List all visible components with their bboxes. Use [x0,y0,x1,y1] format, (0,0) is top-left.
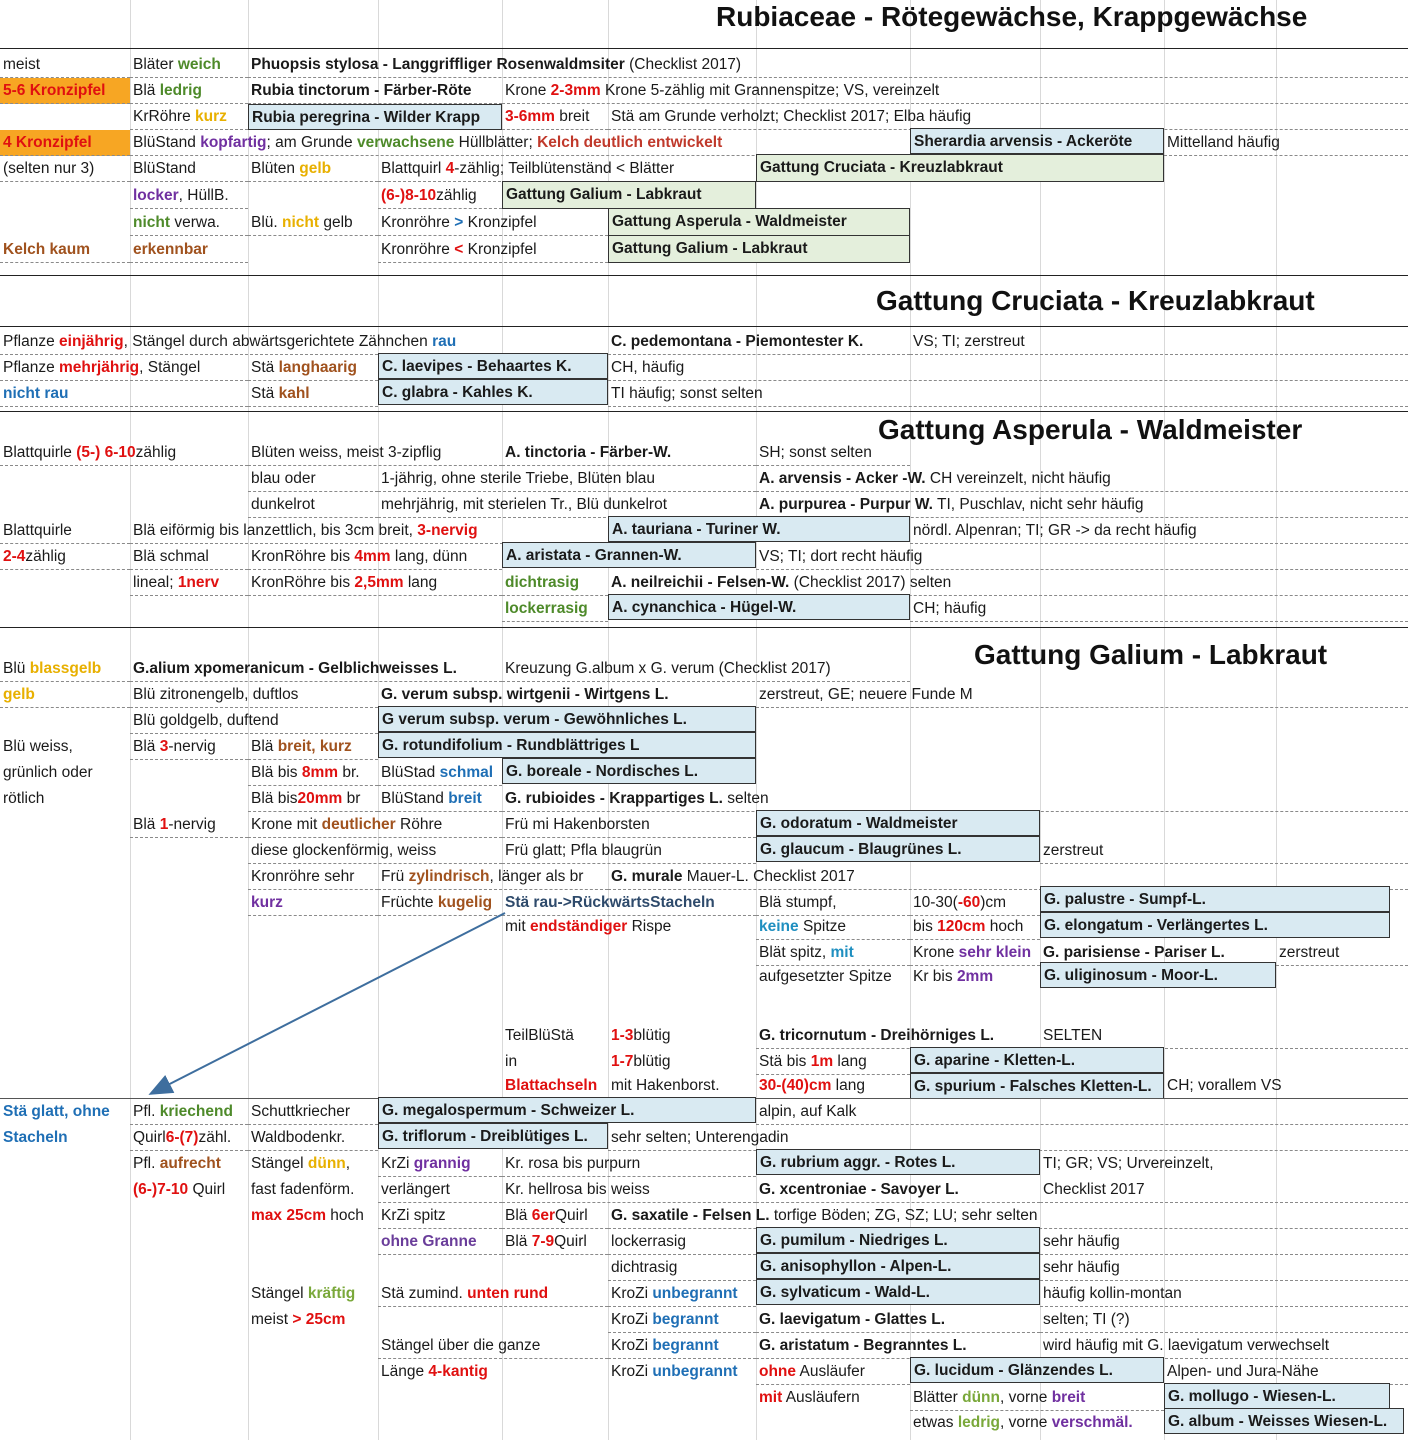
cell[interactable]: 1-jährig, ohne sterile Triebe, Blüten blau [378,466,756,492]
cell[interactable]: CH; vorallem VS [1167,1077,1282,1094]
cell[interactable]: 2-4zählig [0,544,130,570]
cell[interactable]: KronRöhre bis 2,5mm lang [248,570,502,596]
genus-box[interactable]: Gattung Galium - Labkraut [502,181,756,209]
cell[interactable]: Stä bis 1m lang [756,1049,910,1075]
species-box[interactable]: G. rubrium aggr. - Rotes L. [756,1149,1040,1175]
cell[interactable]: Blä bis 8mm br. [248,760,378,786]
cell[interactable]: nicht rau [0,381,248,407]
cell[interactable]: Blattquirle (5-) 6-10zählig [0,440,248,466]
cell[interactable]: Krone sehr klein [910,940,1040,966]
cell[interactable]: Blüten weiss, meist 3-zipflig [248,440,502,466]
cell[interactable]: G. laevigatum - Glattes L. [756,1307,1040,1333]
cell[interactable]: (6-)8-10zählig [378,183,502,209]
cell[interactable]: ohne Ausläufer [756,1359,910,1385]
species-box[interactable]: G. sylvaticum - Wald-L. [756,1279,1040,1305]
cell[interactable]: VS; TI; zerstreut [910,329,1408,355]
cell[interactable]: verlängert [378,1177,502,1203]
cell[interactable]: Blä 3-nervig [130,734,248,760]
cell[interactable]: Blü. nicht gelb [248,210,378,236]
cell[interactable]: Blü goldgelb, duftend [130,708,378,734]
cell[interactable]: BlüStand kopfartig; am Grunde verwachsene Hüllblätter; Kelch deutlich entwickelt [130,130,910,156]
species-box[interactable]: A. cynanchica - Hügel-W. [608,594,910,620]
cell[interactable]: Stängel kräftig [251,1285,356,1302]
cell[interactable]: rötlich [3,790,45,807]
cell[interactable]: Kr. hellrosa bis weiss [502,1177,756,1203]
cell-highlight[interactable]: 5-6 Kronzipfel [0,78,130,104]
species-box[interactable]: C. glabra - Kahles K. [378,379,608,405]
cell[interactable]: nicht verwa. [130,210,248,236]
cell[interactable]: Quirl6-(7)zähl. [130,1125,248,1151]
cell[interactable]: KroZi unbegrannt [611,1363,738,1380]
cell[interactable]: Checklist 2017 [1040,1177,1408,1203]
cell[interactable]: dichtrasig [502,570,608,596]
cell[interactable]: G. xcentroniae - Savoyer L. [756,1177,1040,1203]
cell[interactable]: nördl. Alpenran; TI; GR -> da recht häufig [910,518,1408,544]
cell[interactable]: lockerrasig [608,1229,756,1255]
cell[interactable]: aufgesetzter Spitze [759,968,892,985]
cell[interactable]: Länge 4-kantig [381,1363,488,1380]
cell[interactable]: Kreuzung G.album x G. verum (Checklist 2017) [502,656,910,682]
cell[interactable]: KroZi begrannt [608,1307,756,1333]
cell[interactable]: selten; TI (?) [1040,1307,1408,1333]
species-box[interactable]: A. tauriana - Turiner W. [608,516,910,542]
cell[interactable]: sehr selten; Unterengadin [608,1125,1408,1151]
cell[interactable]: mehrjährig, mit sterielen Tr., Blü dunkelrot [378,492,756,518]
cell[interactable]: Blä 6erQuirl [502,1203,608,1229]
cell[interactable]: Stängel dünn, [251,1155,351,1172]
cell[interactable]: bis 120cm hoch [910,914,1040,940]
species-box[interactable]: G. rotundifolium - Rundblättriges L [378,732,756,758]
cell[interactable]: Stä rau->RückwärtsStacheln [502,890,756,916]
cell[interactable]: Stängel über die ganze [378,1333,608,1359]
cell[interactable]: G.alium xpomeranicum - Gelblichweisses L. [130,656,502,682]
cell[interactable]: G. tricornutum - Dreihörniges L. [756,1023,1040,1049]
cell[interactable]: SH; sonst selten [756,440,910,466]
cell[interactable]: zerstreut [1040,838,1408,864]
cell[interactable]: alpin, auf Kalk [756,1099,1408,1125]
cell[interactable]: Krone mit deutlicher Röhre [248,812,502,838]
cell[interactable]: Blü zitronengelb, duftlos [130,682,378,708]
species-box[interactable]: G. boreale - Nordisches L. [502,758,756,784]
cell[interactable]: Waldbodenkr. [248,1125,378,1151]
cell[interactable]: Frü glatt; Pfla blaugrün [502,838,756,864]
species-box[interactable]: Rubia peregrina - Wilder Krapp [248,104,502,130]
cell[interactable]: zerstreut, GE; neuere Funde M [756,682,1408,708]
cell[interactable]: Blä breit, kurz [248,734,378,760]
cell-highlight[interactable]: 4 Kronzipfel [0,130,130,156]
cell[interactable]: CH; häufig [910,596,1408,622]
cell[interactable]: Phuopsis stylosa - Langgriffliger Rosenwaldmsiter (Checklist 2017) [248,52,1408,78]
cell[interactable]: Kr. rosa bis purpurn [502,1151,756,1177]
cell[interactable]: meist > 25cm [251,1311,346,1328]
cell[interactable]: 1-3blütig [611,1027,671,1044]
cell[interactable]: grünlich oder [3,764,93,781]
cell[interactable]: A. tinctoria - Färber-W. [502,440,756,466]
cell[interactable]: Pfl. aufrecht [133,1155,221,1172]
cell[interactable]: Kronröhre > Kronzipfel [378,210,608,236]
cell[interactable]: Blä ledrig [130,78,248,104]
cell[interactable]: mit Hakenborst. [611,1077,720,1094]
section-title-rubiaceae: Rubiaceae - Rötegewächse, Krappgewächse [716,1,1308,32]
cell[interactable]: 30-(40)cm lang [759,1077,865,1094]
cell[interactable]: G. rubioides - Krappartiges L. selten [502,786,1408,812]
genus-box[interactable]: Gattung Cruciata - Kreuzlabkraut [756,154,1164,182]
cell[interactable]: etwas ledrig, vorne verschmäl. [913,1414,1133,1431]
cell[interactable]: Blä stumpf, [756,890,910,916]
cell[interactable]: Stacheln [3,1129,68,1146]
cell[interactable]: locker, HüllB. [130,183,248,209]
cell[interactable]: wird häufig mit G. laevigatum verwechselt [1040,1333,1408,1359]
species-box[interactable]: G. pumilum - Niedriges L. [756,1227,1040,1253]
cell[interactable]: Blü blassgelb [0,656,130,682]
cell[interactable]: A. arvensis - Acker -W. CH vereinzelt, nicht häufig [756,466,1408,492]
species-box[interactable]: G. mollugo - Wiesen-L. [1164,1383,1390,1409]
cell[interactable]: Stä zumind. unten rund [378,1281,608,1307]
species-box[interactable]: Sherardia arvensis - Ackeröte [910,128,1164,154]
cell[interactable]: Pflanze mehrjährig, Stängel [0,355,248,381]
species-box[interactable]: G. album - Weisses Wiesen-L. [1164,1408,1404,1434]
cell[interactable]: G. verum subsp. wirtgenii - Wirtgens L. [378,682,756,708]
cell[interactable]: KrRöhre kurz [130,104,248,130]
cell[interactable]: diese glockenförmig, weiss [248,838,502,864]
species-box[interactable]: G. lucidum - Glänzendes L. [910,1357,1164,1383]
cell[interactable]: zerstreut [1276,940,1408,966]
cell[interactable]: Stä kahl [248,381,378,407]
section-title-galium: Gattung Galium - Labkraut [974,639,1328,670]
cell[interactable]: Pflanze einjährig, Stängel durch abwärtsgerichtete Zähnchen rau [0,329,608,355]
cell[interactable]: sehr häufig [1040,1255,1408,1281]
genus-box[interactable]: Gattung Galium - Labkraut [608,235,910,263]
cell[interactable]: Blä schmal [130,544,248,570]
species-box[interactable]: G verum subsp. verum - Gewöhnliches L. [378,706,756,732]
genus-box[interactable]: Gattung Asperula - Waldmeister [608,208,910,236]
cell[interactable]: BlüStand breit [378,786,502,812]
cell[interactable]: Kr bis 2mm [913,968,994,985]
cell[interactable]: meist [0,52,130,78]
species-box[interactable]: A. aristata - Grannen-W. [502,542,756,568]
cell[interactable]: G. murale Mauer-L. Checklist 2017 [608,864,1408,890]
cell[interactable]: Stä am Grunde verholzt; Checklist 2017; Elba häufig [608,104,1408,130]
cell[interactable]: Kronröhre sehr [248,864,378,890]
species-box[interactable]: G. elongatum - Verlängertes L. [1040,912,1390,938]
cell[interactable]: G. saxatile - Felsen L. torfige Böden; ZG, SZ; LU; sehr selten [608,1203,1408,1229]
cell[interactable]: keine Spitze [756,914,910,940]
cell[interactable]: A. neilreichii - Felsen-W. (Checklist 2017) selten [608,570,1408,596]
cell[interactable]: Blü weiss, [3,738,73,755]
cell[interactable]: BlüStand [130,156,248,182]
cell[interactable]: Blattquirle [0,518,130,544]
cell[interactable]: mit Ausläufern [759,1389,860,1406]
cell[interactable]: sehr häufig [1040,1229,1408,1255]
cell[interactable]: (6-)7-10 Quirl [133,1181,226,1198]
cell[interactable]: Kronröhre < Kronzipfel [378,237,608,263]
cell[interactable]: CH, häufig [608,355,1408,381]
cell[interactable]: KroZi unbegrannt [608,1281,756,1307]
cell[interactable]: mit endständiger Rispe [505,918,672,935]
cell[interactable]: Mittelland häufig [1164,130,1408,156]
species-box[interactable]: G. uliginosum - Moor-L. [1040,962,1276,988]
cell[interactable]: A. purpurea - Purpur W. TI, Puschlav, nicht sehr häufig [756,492,1408,518]
species-box[interactable]: G. triflorum - Dreiblütiges L. [378,1123,608,1149]
cell[interactable]: KrZi spitz [378,1203,502,1229]
section-title-asperula: Gattung Asperula - Waldmeister [878,414,1303,445]
species-box[interactable]: G. spurium - Falsches Kletten-L. [910,1073,1164,1099]
section-title-cruciata: Gattung Cruciata - Kreuzlabkraut [876,285,1315,316]
cell[interactable]: G. aristatum - Begranntes L. [756,1333,1040,1359]
cell[interactable]: G. parisiense - Pariser L. [1040,940,1276,966]
cell[interactable]: dichtrasig [608,1255,756,1281]
cell[interactable]: TeilBlüStä [505,1027,574,1044]
cell[interactable]: gelb [0,682,130,708]
cell[interactable]: Pfl. kriechend [130,1099,248,1125]
cell[interactable]: Bläter weich [130,52,248,78]
cell[interactable]: Frü mi Hakenborsten [502,812,756,838]
cell[interactable]: Blüten gelb [248,156,378,182]
cell[interactable]: VS; TI; dort recht häufig [756,544,1408,570]
cell[interactable]: erkennbar [130,237,248,263]
cell[interactable]: Blä 1-nervig [130,812,248,838]
cell[interactable]: Früchte kugelig [378,890,502,916]
cell[interactable]: kurz [248,890,378,916]
cell[interactable]: C. pedemontana - Piemontester K. [608,329,910,355]
cell[interactable]: Blät spitz, mit [756,940,910,966]
cell[interactable]: lineal; 1nerv [130,570,248,596]
cell[interactable]: Frü zylindrisch, länger als br [378,864,608,890]
cell[interactable]: TI häufig; sonst selten [608,381,1408,407]
cell[interactable]: max 25cm hoch [251,1207,364,1224]
cell[interactable]: 3-6mm breit [502,104,608,130]
species-box[interactable]: G. aparine - Kletten-L. [910,1047,1164,1073]
cell[interactable]: KronRöhre bis 4mm lang, dünn [248,544,502,570]
species-box[interactable]: C. laevipes - Behaartes K. [378,353,608,379]
cell[interactable]: Blä 7-9Quirl [502,1229,608,1255]
cell[interactable]: in [505,1053,518,1070]
cell[interactable]: Blattquirl 4-zählig; Teilblütenständ < Blätter [378,156,756,182]
cell[interactable]: Stä glatt, ohne [3,1103,110,1120]
cell[interactable]: Blä bis20mm br [248,786,378,812]
species-box[interactable]: G. odoratum - Waldmeister [756,810,1040,836]
cell[interactable]: fast fadenförm. [251,1181,355,1198]
cell[interactable]: ohne Granne [378,1229,502,1255]
species-box[interactable]: G. anisophyllon - Alpen-L. [756,1253,1040,1279]
cell[interactable]: KrZi grannig [378,1151,502,1177]
cell[interactable]: Alpen- und Jura-Nähe [1164,1359,1408,1385]
cell[interactable]: Stä langhaarig [248,355,378,381]
cell[interactable]: BlüStad schmal [378,760,502,786]
species-box[interactable]: G. megalospermum - Schweizer L. [378,1097,756,1123]
cell[interactable]: häufig kollin-montan [1040,1281,1408,1307]
cell[interactable]: Blattachseln [505,1077,598,1094]
cell[interactable]: Blätter dünn, vorne breit [910,1385,1164,1411]
species-box[interactable]: G. palustre - Sumpf-L. [1040,886,1390,912]
cell[interactable]: Rubia tinctorum - Färber-Röte [248,78,502,104]
cell[interactable]: (selten nur 3) [0,156,130,182]
cell[interactable]: lockerrasig [502,596,608,622]
cell[interactable]: Schuttkriecher [248,1099,378,1125]
cell[interactable]: 1-7blütig [611,1053,671,1070]
cell[interactable]: SELTEN [1040,1023,1408,1049]
cell[interactable]: blau oder [248,466,378,492]
cell[interactable]: 10-30(-60)cm [910,890,1040,916]
cell[interactable]: Kelch kaum [0,237,130,263]
species-box[interactable]: G. glaucum - Blaugrünes L. [756,836,1040,862]
cell[interactable]: TI; GR; VS; Urvereinzelt, [1043,1155,1214,1172]
cell[interactable]: dunkelrot [248,492,378,518]
cell[interactable]: Blä eiförmig bis lanzettlich, bis 3cm breit, 3-nervig [130,518,608,544]
cell[interactable]: Krone 2-3mm Krone 5-zählig mit Grannenspitze; VS, vereinzelt [502,78,1408,104]
cell[interactable]: KroZi begrannt [608,1333,756,1359]
